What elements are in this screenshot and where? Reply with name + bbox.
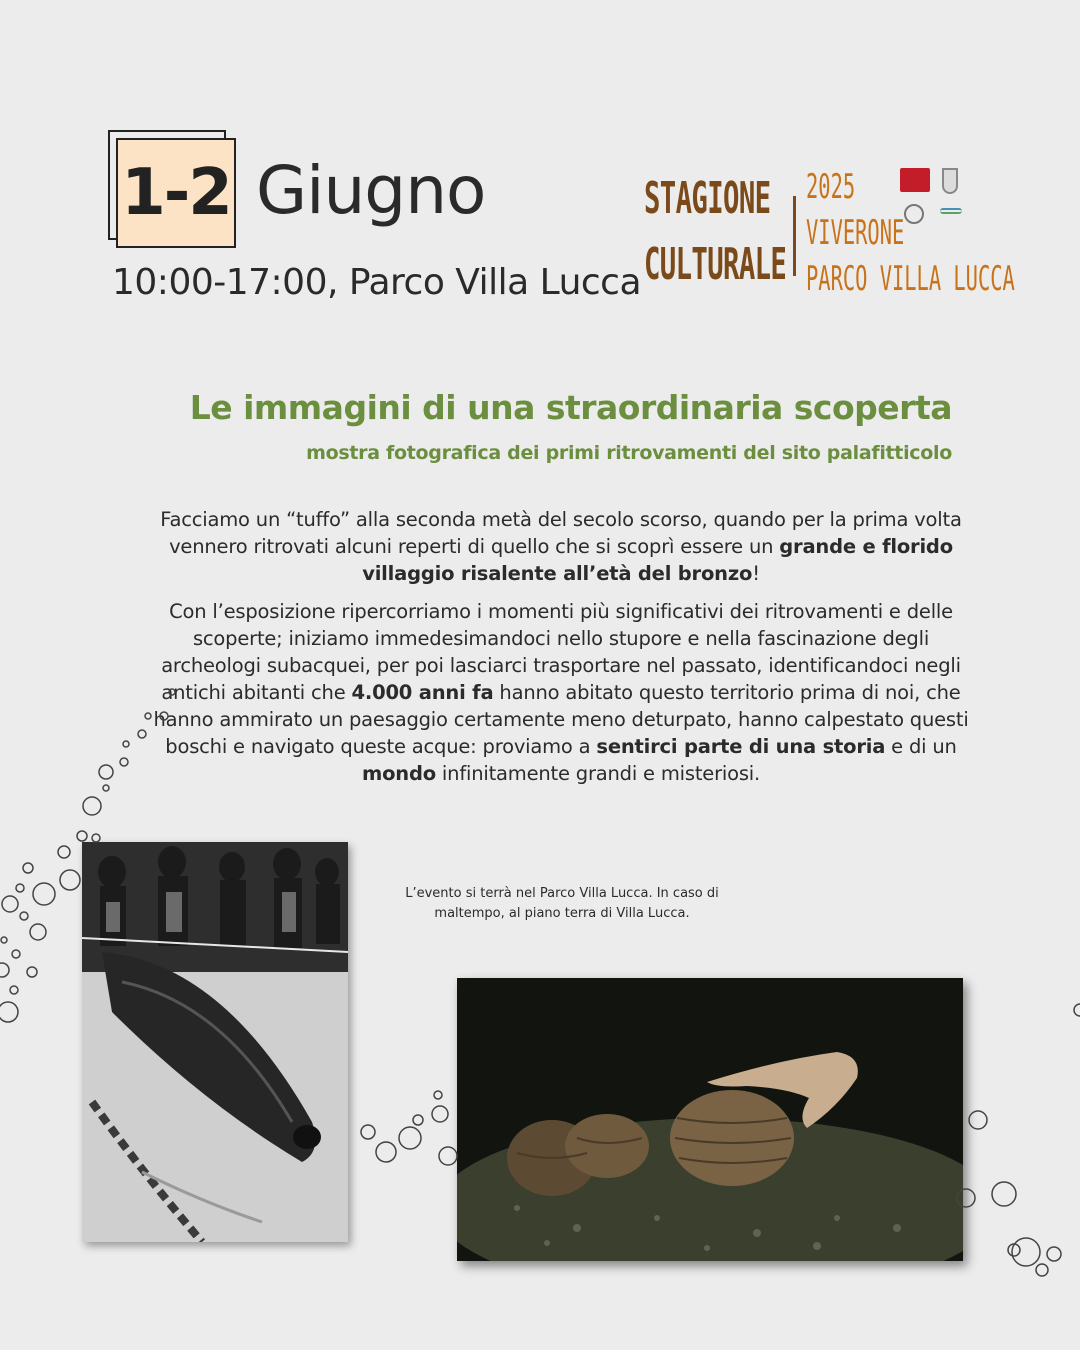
paragraph-bold-3: mondo	[361, 762, 436, 785]
circle-logo	[904, 204, 924, 224]
season-title-line1: STAGIONE	[644, 173, 771, 224]
subheadline: mostra fotografica dei primi ritrovamenti del sito palafitticolo	[306, 442, 952, 464]
season-year: 2025	[806, 167, 856, 207]
paragraph-intro-end: !	[752, 562, 760, 585]
season-park: PARCO VILLA LUCCA	[806, 259, 1015, 299]
paragraph-text-3: e di un	[885, 735, 957, 758]
paragraph-description	[150, 598, 972, 787]
wave-logo	[940, 208, 962, 214]
season-title	[644, 166, 787, 298]
underwater-photo-baskets	[457, 978, 963, 1261]
headline: Le immagini di una straordinaria scoperta	[189, 388, 952, 427]
paragraph-intro-text: Facciamo un “tuffo” alla seconda metà del secolo scorso, quando per la prima volta vennero ritrovati alcuni reperti di quello che si scoprì essere un	[160, 508, 962, 558]
sponsor-logos	[900, 168, 970, 230]
event-month: Giugno	[256, 152, 486, 229]
paragraph-intro	[150, 506, 972, 587]
red-sponsor-logo	[900, 168, 930, 192]
paragraph-text-2: hanno abitato questo territorio prima di noi, che hanno ammirato un paesaggio certamente meno deturpato, hanno calpestato questi boschi e navigato queste acque: proviamo a	[153, 681, 969, 758]
paragraph-text-4: infinitamente grandi e misteriosi.	[435, 762, 761, 785]
season-title-line2: CULTURALE	[644, 239, 787, 290]
season-divider	[793, 196, 796, 276]
underwater-photo-illustration	[457, 978, 963, 1261]
event-days: 1-2	[121, 156, 231, 230]
paragraph-bold-2: sentirci parte di una storia	[596, 735, 886, 758]
archive-photo-canoe	[82, 842, 348, 1242]
canoe-photo-illustration	[82, 842, 348, 1242]
date-badge-box	[116, 138, 236, 248]
date-badge	[108, 130, 236, 250]
event-time-place: 10:00-17:00, Parco Villa Lucca	[112, 262, 642, 303]
paragraph-bold-1: 4.000 anni fa	[351, 681, 494, 704]
venue-caption: L’evento si terrà nel Parco Villa Lucca. In caso di maltempo, al piano terra di Villa Lucca.	[405, 886, 719, 921]
paragraph-intro-bold: grande e florido villaggio risalente all’età del bronzo	[362, 535, 953, 585]
town-crest-logo	[942, 168, 958, 194]
paragraph-text-1: Con l’esposizione ripercorriamo i momenti più significativi dei ritrovamenti e delle scoperte; iniziamo immedesimandoci nello stupore e nella fascinazione degli archeologi subacquei, per poi lasciarci trasportare nel passato, identificandoci negli antichi abitanti che	[161, 600, 961, 704]
season-town: VIVERONE	[806, 213, 905, 253]
